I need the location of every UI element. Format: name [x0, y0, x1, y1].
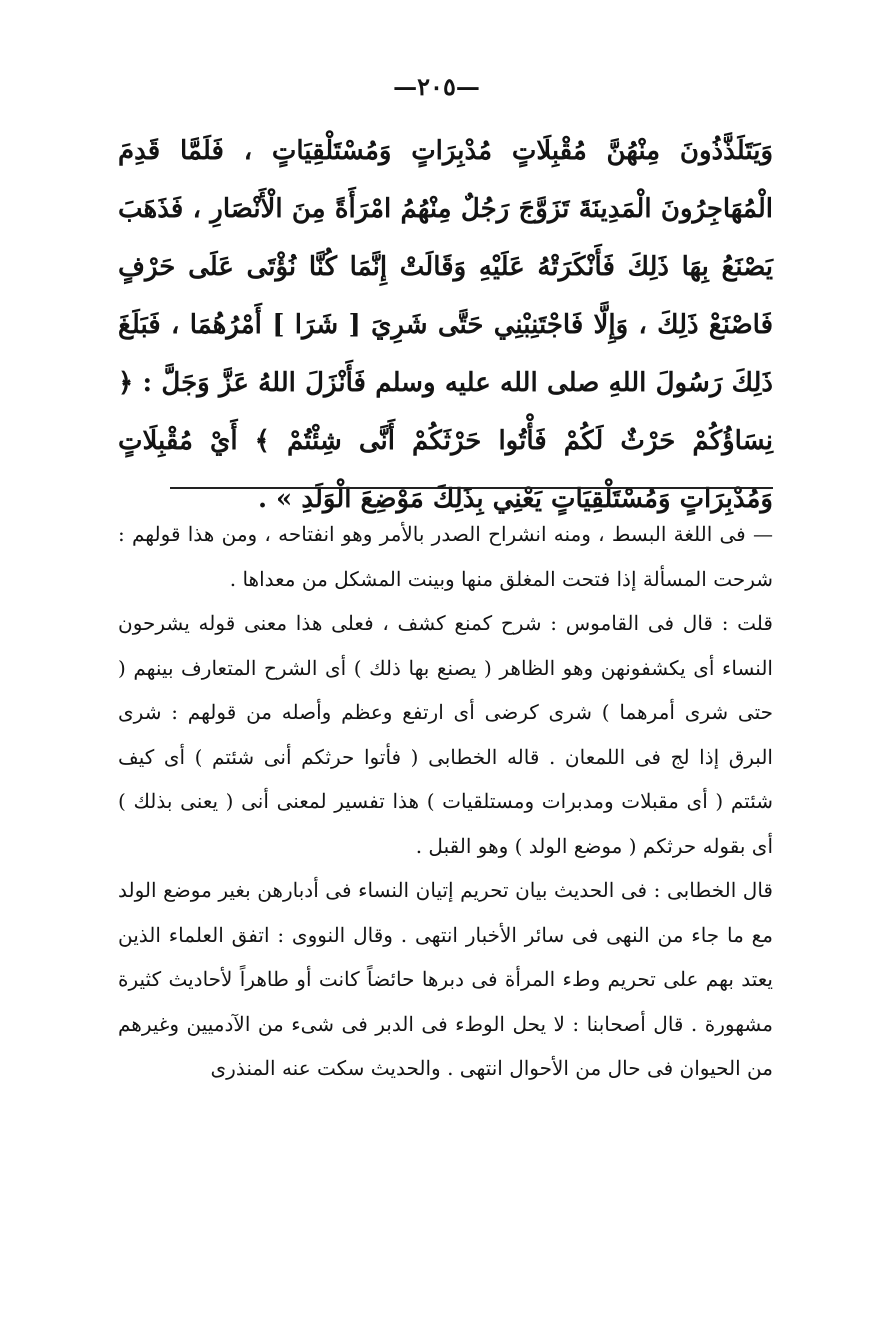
page-number: —٢٠٥— — [393, 72, 480, 101]
footnote-divider — [170, 487, 773, 489]
hadith-text-block — [118, 122, 773, 528]
hadith-paragraph: وَيَتَلَذَّذُونَ مِنْهُنَّ مُقْبِلَاتٍ مُدْبِرَاتٍ وَمُسْتَلْقِيَاتٍ ، فَلَمَّا قَدِمَ الْمُهَاجِرُونَ الْمَدِينَةَ تَزَوَّجَ رَجُلٌ مِنْهُمُ امْرَأَةً مِنَ الْأَنْصَارِ ، فَذَهَبَ يَصْنَعُ بِهَا ذَلِكَ فَأَنْكَرَتْهُ عَلَيْهِ وَقَالَتْ إِنَّمَا كُنَّا نُؤْتَى عَلَى حَرْفٍ فَاصْنَعْ ذَلِكَ ، وَإِلَّا فَاجْتَنِبْنِي حَتَّى شَرِيَ [ شَرَا ] أَمْرُهُمَا ، فَبَلَغَ ذَلِكَ رَسُولَ اللهِ صلى الله عليه وسلم فَأَنْزَلَ اللهُ عَزَّ وَجَلَّ : ﴿ نِسَاؤُكُمْ حَرْثٌ لَكُمْ فَأْتُوا حَرْثَكُمْ أَنَّى شِئْتُمْ ﴾ أَيْ مُقْبِلَاتٍ وَمُدْبِرَاتٍ وَمُسْتَلْقِيَاتٍ يَعْنِي بِذَلِكَ مَوْضِعَ الْوَلَدِ » . — [118, 136, 773, 514]
commentary-paragraph: قال الخطابى : فى الحديث بيان تحريم إتيان النساء فى أدبارهن بغير موضع الولد مع ما جاء من النهى فى سائر الأخبار انتهى . وقال النووى : اتفق العلماء الذين يعتد بهم على تحريم وطء المرأة فى دبرها حائضاً كانت أو طاهراً لأحاديث كثيرة مشهورة . قال أصحابنا : لا يحل الوطء فى الدبر فى شىء من الآدميين وغيرهم من الحيوان فى حال من الأحوال انتهى . والحديث سكت عنه المنذرى — [118, 878, 773, 1080]
commentary-paragraph: قلت : قال فى القاموس : شرح كمنع كشف ، فعلى هذا معنى قوله يشرحون النساء أى يكشفونهن وهو الظاهر ( يصنع بها ذلك ) أى الشرح المتعارف بينهم ( حتى شرى أمرهما ) شرى كرضى أى ارتفع وعظم وأصله من قولهم : شرى البرق إذا لج فى اللمعان . قاله الخطابى ( فأتوا حرثكم أنى شئتم ) أى كيف شئتم ( أى مقبلات ومدبرات ومستلقيات ) هذا تفسير لمعنى أنى ( يعنى بذلك ) أى بقوله حرثكم ( موضع الولد ) وهو القبل . — [118, 611, 773, 858]
commentary-block — [118, 512, 773, 1091]
commentary-paragraph: — فى اللغة البسط ، ومنه انشراح الصدر بالأمر وهو انفتاحه ، ومن هذا قولهم : شرحت المسألة إذا فتحت المغلق منها وبينت المشكل من معداها . — [118, 522, 773, 591]
